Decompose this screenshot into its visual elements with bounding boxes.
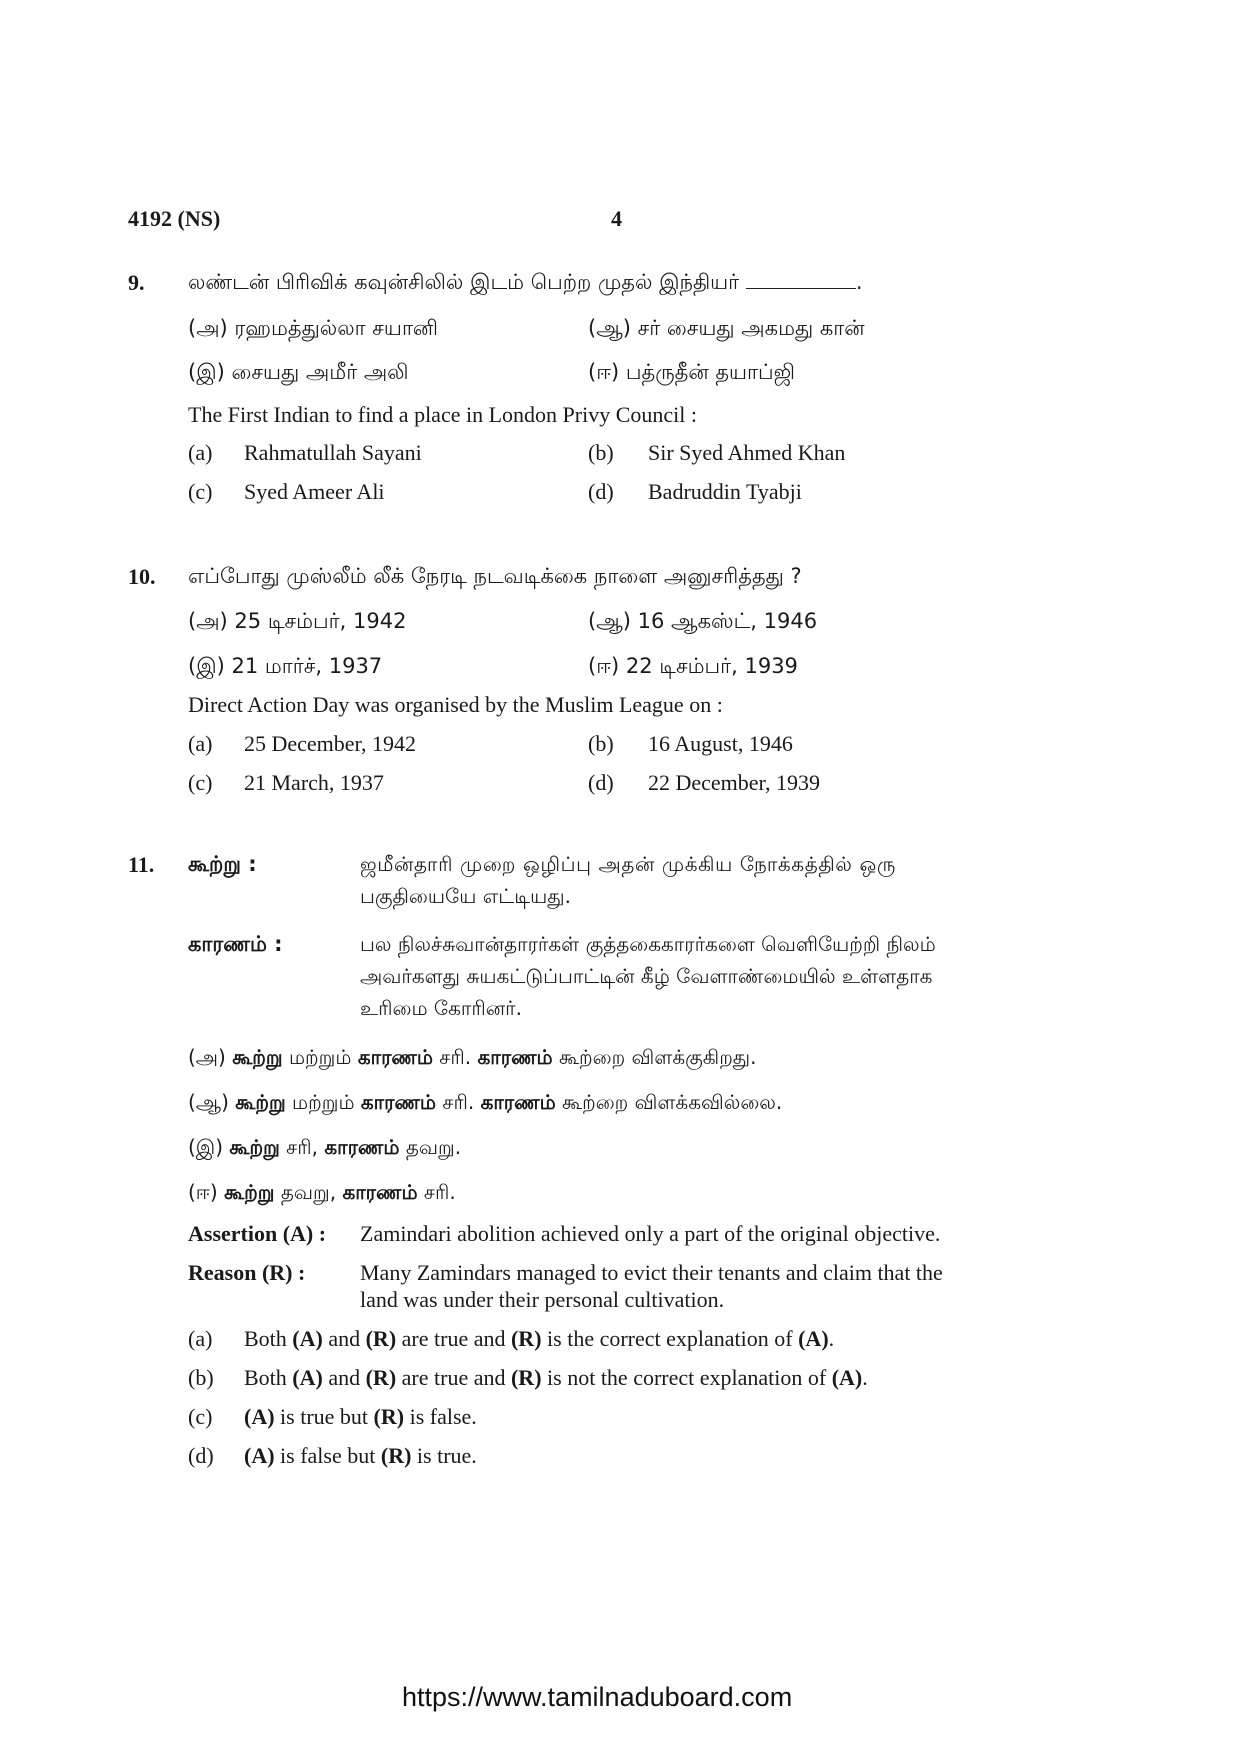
option-label: (ஆ): [188, 1090, 229, 1114]
english-option-a-label: (a): [188, 731, 213, 756]
tamil-option-ii: [588, 654, 798, 681]
tamil-option-a: [188, 1045, 757, 1072]
english-option-c-label: (c): [188, 479, 213, 504]
option-label: (ஆ): [588, 316, 631, 340]
assertion-tamil-line2: பகுதியையே எட்டியது.: [360, 884, 571, 908]
option-text: ரஹமத்துல்லா சயானி: [234, 316, 439, 340]
question-text-tamil: எப்போது முஸ்லீம் லீக் நேரடி நடவடிக்கை நாளை அனுசரித்தது ?: [188, 564, 802, 588]
reason-word: காரணம்: [342, 1180, 418, 1204]
assertion-label-english: Assertion (A) :: [188, 1221, 327, 1246]
english-option-d-text: Badruddin Tyabji: [648, 479, 802, 504]
tamil-option-ii: [188, 1180, 456, 1207]
source-url[interactable]: https://www.tamilnaduboard.com: [402, 1682, 793, 1712]
english-option-c-label: (c): [188, 770, 213, 795]
english-option-a-label: (a): [188, 440, 213, 465]
option-text: தவறு,: [274, 1180, 343, 1204]
english-option-b-label: (b): [188, 1365, 214, 1390]
tamil-option-ii: [588, 360, 795, 387]
english-option-a-text: 25 December, 1942: [244, 731, 417, 756]
question-text: லண்டன் பிரிவிக் கவுன்சிலில் இடம் பெற்ற முதல் இந்தியர்: [188, 270, 740, 294]
reason-english-line1: Many Zamindars managed to evict their tenants and claim that the: [360, 1260, 943, 1285]
english-option-a-label: (a): [188, 1326, 213, 1351]
english-option-c-label: (c): [188, 1404, 213, 1429]
reason-word: காரணம்: [357, 1045, 433, 1069]
answer-blank: [746, 272, 856, 289]
english-option-d-label: (d): [188, 1443, 214, 1468]
english-option-d-label: (d): [588, 479, 614, 504]
option-text: 25 டிசம்பர், 1942: [234, 609, 407, 633]
tamil-option-aa: [588, 316, 865, 343]
tamil-option-i: [188, 654, 382, 681]
english-option-d-label: (d): [588, 770, 614, 795]
option-label: (ஈ): [188, 1180, 218, 1204]
option-text: சரி.: [417, 1180, 456, 1204]
option-text: சரி.: [436, 1090, 481, 1114]
option-label: (இ): [188, 654, 225, 678]
option-label: (ஈ): [588, 654, 620, 678]
reason-english-line2: land was under their personal cultivation.: [360, 1287, 725, 1312]
option-text: மற்றும்: [282, 1045, 358, 1069]
option-label: (இ): [188, 1135, 224, 1159]
option-label: (ஈ): [588, 360, 620, 384]
option-label: (இ): [188, 360, 225, 384]
option-label: (அ): [188, 1045, 226, 1069]
english-option-c-text: Syed Ameer Ali: [244, 479, 385, 504]
option-text: 22 டிசம்பர், 1939: [625, 654, 798, 678]
question-number: 10.: [128, 564, 156, 589]
tamil-option-a: [188, 316, 438, 343]
question-text-tamil: லண்டன் பிரிவிக் கவுன்சிலில் இடம் பெற்ற முதல் இந்தியர் .: [188, 270, 863, 294]
english-option-b-text: Sir Syed Ahmed Khan: [648, 440, 846, 465]
english-option-b-text: 16 August, 1946: [648, 731, 793, 756]
option-label: (அ): [188, 609, 228, 633]
english-option-a-text: Both (A) and (R) are true and (R) is the correct explanation of (A).: [244, 1326, 835, 1351]
option-text: சையது அமீர் அலி: [231, 360, 409, 384]
option-text: கூற்றை விளக்குகிறது.: [552, 1045, 757, 1069]
reason-word: காரணம்: [324, 1135, 400, 1159]
english-option-d-text: (A) is false but (R) is true.: [244, 1443, 477, 1468]
reason-tamil-line1: பல நிலச்சுவான்தாரர்கள் குத்தகைகாரர்களை வெளியேற்றி நிலம்: [360, 932, 936, 956]
option-label: (அ): [188, 316, 228, 340]
reason-word: காரணம்: [480, 1090, 556, 1114]
tamil-option-i: [188, 360, 409, 387]
option-text: சரி,: [279, 1135, 325, 1159]
option-text: 16 ஆகஸ்ட், 1946: [637, 609, 818, 633]
english-option-b-label: (b): [588, 440, 614, 465]
english-option-b-text: Both (A) and (R) are true and (R) is not the correct explanation of (A).: [244, 1365, 868, 1390]
assertion-tamil-line1: ஜமீன்தாரி முறை ஒழிப்பு அதன் முக்கிய நோக்கத்தில் ஒரு: [360, 852, 896, 876]
reason-label-english: Reason (R) :: [188, 1260, 306, 1285]
question-text-english: Direct Action Day was organised by the Muslim League on :: [188, 692, 723, 717]
option-text: பத்ருதீன் தயாப்ஜி: [625, 360, 796, 384]
question-number: 11.: [128, 852, 155, 877]
tamil-option-aa: [588, 609, 817, 636]
reason-word: காரணம்: [477, 1045, 553, 1069]
assertion-word: கூற்று: [229, 1135, 280, 1159]
assertion-english: Zamindari abolition achieved only a part of the original objective.: [360, 1221, 941, 1246]
assertion-word: கூற்று: [232, 1045, 283, 1069]
english-option-b-label: (b): [588, 731, 614, 756]
reason-word: காரணம்: [360, 1090, 437, 1114]
option-text: சர் சையது அகமது கான்: [637, 316, 865, 340]
tamil-option-a: [188, 609, 406, 636]
assertion-word: கூற்று: [235, 1090, 286, 1114]
tamil-option-aa: [188, 1090, 782, 1117]
reason-tamil-line3: உரிமை கோரினர்.: [360, 996, 522, 1020]
question-number: 9.: [128, 270, 145, 295]
english-option-a-text: Rahmatullah Sayani: [244, 440, 422, 465]
question-text-english: The First Indian to find a place in London Privy Council :: [188, 402, 697, 427]
assertion-word: கூற்று: [224, 1180, 275, 1204]
option-text: கூற்றை விளக்கவில்லை.: [555, 1090, 783, 1114]
english-option-c-text: (A) is true but (R) is false.: [244, 1404, 477, 1429]
tamil-option-i: [188, 1135, 461, 1162]
page-number: 4: [611, 206, 622, 231]
option-label: (ஆ): [588, 609, 631, 633]
option-text: தவறு.: [399, 1135, 462, 1159]
reason-label-tamil: காரணம் :: [188, 932, 283, 956]
option-text: மற்றும்: [285, 1090, 361, 1114]
english-option-d-text: 22 December, 1939: [648, 770, 821, 795]
assertion-label-tamil: கூற்று :: [188, 852, 257, 876]
option-text: 21 மார்ச், 1937: [231, 654, 383, 678]
reason-tamil-line2: அவர்களது சுயகட்டுப்பாட்டின் கீழ் வேளாண்மையில் உள்ளதாக: [360, 964, 933, 988]
paper-code: 4192 (NS): [128, 206, 221, 231]
option-text: சரி.: [432, 1045, 478, 1069]
english-option-c-text: 21 March, 1937: [244, 770, 384, 795]
